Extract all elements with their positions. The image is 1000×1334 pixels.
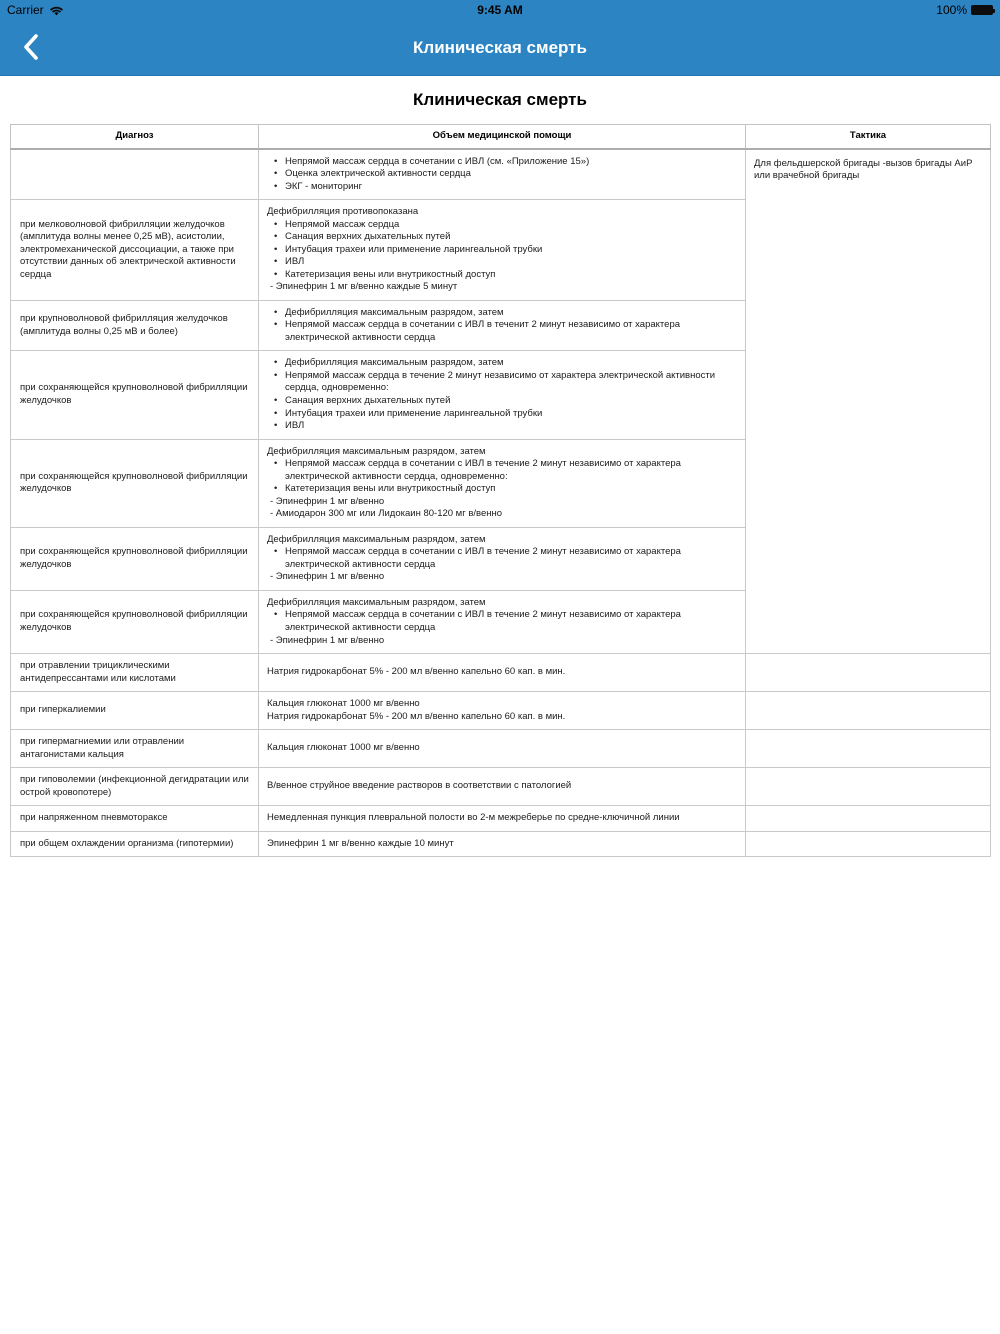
care-line: Дефибрилляция максимальным разрядом, затем	[267, 533, 486, 545]
care-line: • Интубация трахеи или применение ларингеальной трубки	[274, 243, 543, 255]
bullet-marker: •	[274, 420, 278, 432]
care-line: • Катетеризация вены или внутрикостный доступ	[274, 268, 496, 280]
bullet-marker: •	[274, 319, 278, 331]
care-line: • ЭКГ - мониторинг	[274, 180, 363, 192]
bullet-marker: •	[274, 243, 278, 255]
diagnosis-cell: при общем охлаждении организма (гипотермии)	[11, 831, 259, 857]
care-line: - Амиодарон 300 мг или Лидокаин 80-120 мг в/венно	[270, 508, 503, 520]
care-cell	[259, 730, 746, 768]
care-line: Дефибрилляция максимальным разрядом, затем	[267, 445, 486, 457]
bullet-marker: •	[274, 369, 278, 381]
page-title: Клиническая смерть	[413, 90, 587, 109]
care-line: - Эпинефрин 1 мг в/венно	[270, 634, 385, 646]
care-cell	[259, 806, 746, 832]
diagnosis-cell: при гиперкалиемии	[11, 692, 259, 730]
care-line: Дефибрилляция противопоказана	[267, 206, 419, 218]
table-row	[11, 149, 991, 200]
table-row	[11, 692, 991, 730]
care-line: • Дефибрилляция максимальным разрядом, затем	[274, 306, 504, 318]
care-cell	[259, 590, 746, 653]
care-line: • Непрямой массаж сердца	[274, 218, 400, 230]
care-line: Натрия гидрокарбонат 5% - 200 мл в/венно капельно 60 кап. в мин.	[267, 666, 566, 678]
tactics-cell	[746, 730, 991, 768]
table-row	[11, 806, 991, 832]
navigation-bar	[0, 20, 1000, 76]
bullet-marker: •	[274, 609, 278, 621]
bullet-marker: •	[274, 168, 278, 180]
bullet-marker: •	[274, 407, 278, 419]
care-line: • Непрямой массаж сердца в сочетании с ИВЛ в течение 2 минут независимо от характера электрической активности сердца, одновременно:	[274, 458, 681, 482]
diagnosis-cell: при сохраняющейся крупноволновой фибрилляции желудочков	[11, 527, 259, 590]
care-line: • Дефибрилляция максимальным разрядом, затем	[274, 357, 504, 369]
table-row	[11, 730, 991, 768]
tactics-cell	[746, 692, 991, 730]
care-cell	[259, 149, 746, 200]
care-line: • Непрямой массаж сердца в сочетании с ИВЛ в теченит 2 минут независимо от характера электрической активности сердца	[274, 319, 681, 343]
bullet-marker: •	[274, 268, 278, 280]
diagnosis-cell: при сохраняющейся крупноволновой фибрилляции желудочков	[11, 590, 259, 653]
care-cell	[259, 831, 746, 857]
care-line: - Эпинефрин 1 мг в/венно каждые 5 минут	[270, 281, 458, 293]
diagnosis-cell: при мелковолновой фибрилляции желудочков (амплитуда волны менее 0,25 мВ), асистолии, электромеханической диссоциации, а также при отсутствии данных об электрической активности сердца	[11, 200, 259, 301]
care-cell	[259, 527, 746, 590]
care-cell	[259, 654, 746, 692]
care-line: • Санация верхних дыхательных путей	[274, 231, 451, 243]
carrier-label: Carrier	[7, 3, 44, 17]
wifi-icon	[49, 5, 64, 16]
nav-title: Клиническая смерть	[413, 37, 587, 57]
tactics-cell	[746, 806, 991, 832]
care-cell	[259, 300, 746, 351]
care-line: Кальция глюконат 1000 мг в/венно	[267, 742, 420, 754]
care-line: • Интубация трахеи или применение ларингеальной трубки	[274, 407, 543, 419]
bullet-marker: •	[274, 180, 278, 192]
tactics-cell: Для фельдшерской бригады -вызов бригады АиР или врачебной бригады	[746, 149, 991, 654]
care-line: • Непрямой массаж сердца в сочетании с ИВЛ (см. «Приложение 15»)	[274, 155, 590, 167]
care-line: В/венное струйное введение растворов в соответствии с патологией	[267, 780, 572, 792]
bullet-marker: •	[274, 306, 278, 318]
battery-percent-label: 100%	[936, 3, 967, 17]
table-header-row	[11, 125, 991, 149]
care-line: • Непрямой массаж сердца в сочетании с ИВЛ в течение 2 минут независимо от характера электрической активности сердца	[274, 609, 681, 633]
bullet-marker: •	[274, 256, 278, 268]
diagnosis-cell: при напряженном пневмотораксе	[11, 806, 259, 832]
battery-icon	[971, 5, 993, 15]
tactics-cell	[746, 654, 991, 692]
status-bar	[0, 0, 1000, 20]
care-line: Кальция глюконат 1000 мг в/венно	[267, 698, 420, 710]
care-cell	[259, 439, 746, 527]
diagnosis-cell: при гиповолемии (инфекционной дегидратации или острой кровопотере)	[11, 768, 259, 806]
care-line: • Санация верхних дыхательных путей	[274, 395, 451, 406]
care-line: • Оценка электрической активности сердца	[274, 168, 471, 180]
diagnosis-cell: при отравлении трициклическими антидепрессантами или кислотами	[11, 654, 259, 692]
bullet-marker: •	[274, 458, 278, 470]
care-line: Натрия гидрокарбонат 5% - 200 мл в/венно капельно 60 кап. в мин.	[267, 710, 566, 722]
column-header: Объем медицинской помощи	[259, 125, 746, 149]
clock-label: 9:45 AM	[477, 3, 523, 17]
table-body	[11, 149, 991, 857]
care-line: - Эпинефрин 1 мг в/венно	[270, 495, 385, 507]
bullet-marker: •	[274, 218, 278, 230]
medical-aid-table	[10, 124, 991, 857]
care-line: • Катетеризация вены или внутрикостный доступ	[274, 483, 496, 495]
table-row	[11, 831, 991, 857]
bullet-marker: •	[274, 483, 278, 495]
diagnosis-cell	[11, 149, 259, 200]
bullet-marker: •	[274, 231, 278, 243]
diagnosis-cell: при гипермагниемии или отравлении антагонистами кальция	[11, 730, 259, 768]
care-line: Дефибрилляция максимальным разрядом, затем	[267, 596, 486, 608]
chevron-left-icon	[23, 34, 38, 63]
diagnosis-cell: при сохраняющейся крупноволновой фибрилляции желудочков	[11, 351, 259, 439]
bullet-marker: •	[274, 357, 278, 369]
bullet-marker: •	[274, 546, 278, 558]
care-line: • Непрямой массаж сердца в сочетании с ИВЛ в течение 2 минут независимо от характера электрической активности сердца	[274, 546, 681, 570]
care-cell	[259, 768, 746, 806]
back-button[interactable]	[8, 20, 52, 76]
column-header: Тактика	[746, 125, 991, 149]
care-cell	[259, 692, 746, 730]
tactics-cell	[746, 831, 991, 857]
care-line: Немедленная пункция плевральной полости во 2-м межреберье по средне-ключичной линии	[267, 812, 680, 824]
column-header: Диагноз	[11, 125, 259, 149]
page-content	[0, 76, 1000, 857]
bullet-marker: •	[274, 395, 278, 406]
care-line: Эпинефрин 1 мг в/венно каждые 10 минут	[267, 837, 454, 849]
diagnosis-cell: при сохраняющейся крупноволновой фибрилляции желудочков	[11, 439, 259, 527]
table-row	[11, 654, 991, 692]
bullet-marker: •	[274, 155, 278, 167]
care-line: • ИВЛ	[274, 420, 305, 432]
table-row	[11, 768, 991, 806]
care-cell	[259, 200, 746, 301]
care-line: - Эпинефрин 1 мг в/венно	[270, 571, 385, 583]
care-line: • Непрямой массаж сердца в течение 2 минут независимо от характера электрической активности сердца, одновременно:	[274, 369, 716, 394]
tactics-cell	[746, 768, 991, 806]
diagnosis-cell: при крупноволновой фибрилляция желудочков (амплитуда волны 0,25 мВ и более)	[11, 300, 259, 351]
care-line: • ИВЛ	[274, 256, 305, 268]
care-cell	[259, 351, 746, 439]
